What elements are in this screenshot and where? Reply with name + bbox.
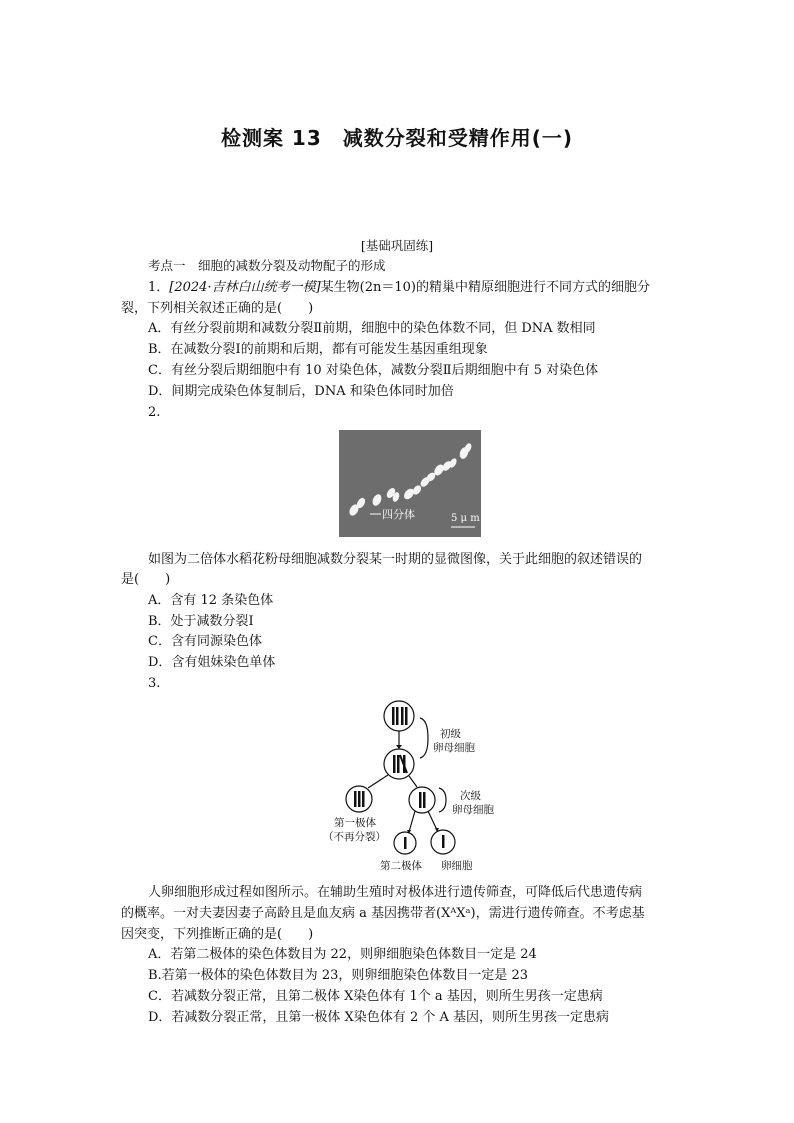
page-title: 检测案 13 减数分裂和受精作用(一) (220, 126, 574, 150)
scale-bar-label: 5 μ m (451, 513, 480, 524)
micrograph-image (339, 430, 481, 537)
q2-option-d: D．含有姐妹染色单体 (148, 655, 276, 670)
egg-cell-label: 卵细胞 (441, 860, 473, 872)
q2-option-c: C．含有同源染色体 (148, 634, 262, 649)
q2-option-b: B．处于减数分裂Ⅰ (148, 614, 254, 629)
primary-oocyte-label-2: 卵母细胞 (433, 742, 475, 754)
secondary-oocyte-label-1: 次级 (460, 790, 481, 802)
second-polar-body-label: 第二极体 (380, 860, 422, 872)
primary-oocyte-label-1: 初级 (440, 728, 461, 740)
q1-source: [2024·吉林白山统考一模] (169, 280, 321, 295)
q1-option-b: B．在减数分裂Ⅰ的前期和后期，都有可能发生基因重组现象 (148, 342, 488, 357)
secondary-oocyte-label-2: 卵母细胞 (452, 804, 494, 816)
q3-number: 3. (148, 676, 161, 691)
q1-option-a: A．有丝分裂前期和减数分裂Ⅱ前期，细胞中的染色体数不同，但 DNA 数相同 (148, 321, 596, 336)
q1-option-c: C．有丝分裂后期细胞中有 10 对染色体，减数分裂Ⅱ后期细胞中有 5 对染色体 (148, 363, 599, 378)
q3-stem-line3: 因突变，下列推断正确的是( ) (121, 927, 314, 942)
topic-heading: 考点一 细胞的减数分裂及动物配子的形成 (148, 258, 386, 273)
q3-option-b: B.若第一极体的染色体数目为 23，则卵细胞染色体数目一定是 23 (148, 968, 529, 983)
q3-stem-line2: 的概率。一对夫妻因妻子高龄且是血友病 a 基因携带者(XᴬXᵃ)，需进行遗传筛查。不考虑基 (121, 906, 645, 921)
q1-stem-rest: 某生物(2n＝10)的精巢中精原细胞进行不同方式的细胞分 (320, 280, 650, 295)
q3-option-d: D．若减数分裂正常，且第一极体 X染色体有 2 个 A 基因，则所生男孩一定患病 (148, 1010, 609, 1025)
tetrad-label: 四分体 (382, 508, 415, 521)
q1-stem-line1 (148, 279, 650, 297)
q2-option-a: A．含有 12 条染色体 (148, 593, 274, 608)
q2-stem-line1: 如图为二倍体水稻花粉母细胞减数分裂某一时期的显微图像，关于此细胞的叙述错误的 (148, 552, 643, 567)
section-heading: [基础巩固练] (360, 238, 434, 253)
q3-stem-line1: 人卵细胞形成过程如图所示。在辅助生殖时对极体进行遗传筛查，可降低后代患遗传病 (148, 885, 643, 900)
q1-option-d: D．间期完成染色体复制后，DNA 和染色体同时加倍 (148, 384, 454, 399)
q2-stem-line2: 是( ) (121, 572, 171, 587)
first-polar-body-label: 第一极体 (334, 817, 376, 829)
q2-number: 2. (148, 405, 161, 420)
q3-option-c: C．若减数分裂正常，且第二极体 X染色体有 1个 a 基因，则所生男孩一定患病 (148, 989, 603, 1004)
q3-option-a: A．若第二极体的染色体数目为 22，则卵细胞染色体数目一定是 24 (148, 947, 537, 962)
q1-number: 1． (148, 280, 170, 295)
oogenesis-diagram (316, 698, 506, 876)
q1-stem-line2: 裂，下列相关叙述正确的是( ) (121, 301, 314, 316)
first-polar-body-note: （不再分裂） (323, 831, 386, 843)
